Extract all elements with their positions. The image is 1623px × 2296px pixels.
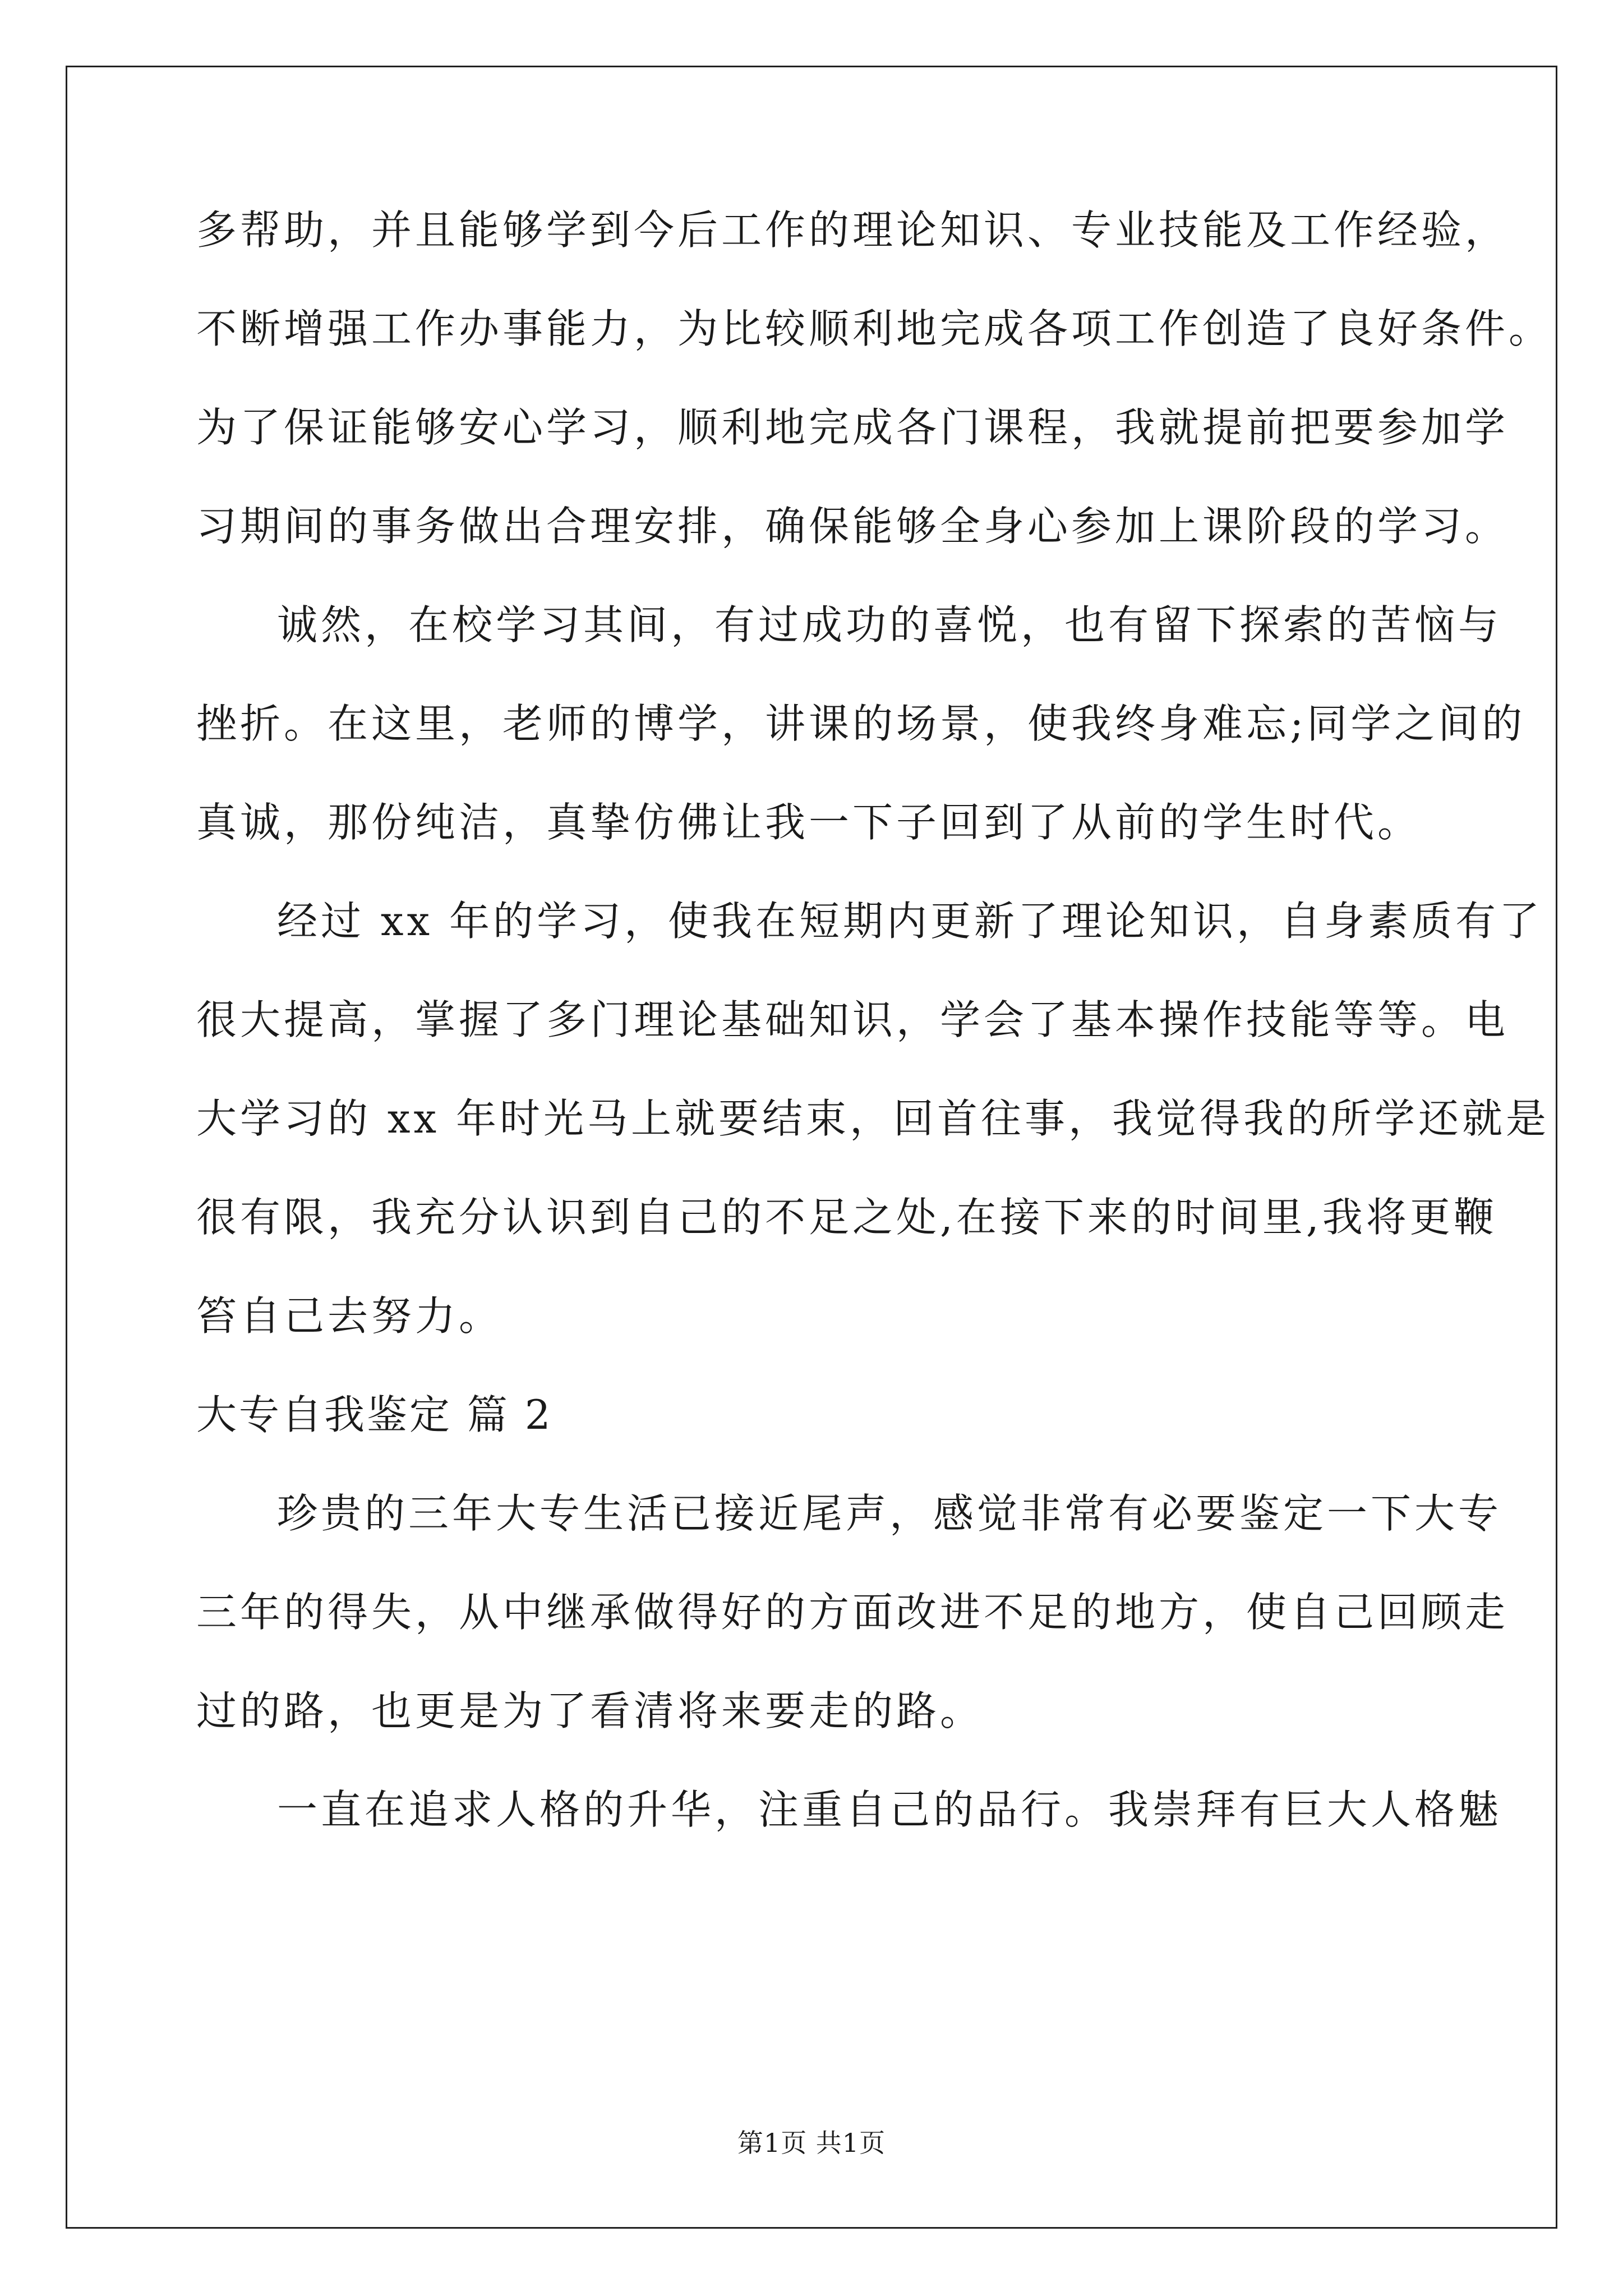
text-line: 过的路，也更是为了看清将来要走的路。 [196,1687,984,1734]
text-line: 为了保证能够安心学习，顺利地完成各门课程，我就提前把要参加学 [196,404,1509,451]
text-line: 很大提高，掌握了多门理论基础知识，学会了基本操作技能等等。电 [196,996,1509,1043]
text-line: 多帮助，并且能够学到今后工作的理论知识、专业技能及工作经验， [196,206,1509,254]
page-footer: 第1页 共1页 [737,2128,886,2158]
text-line: 一直在追求人格的升华，注重自己的品行。我崇拜有巨大人格魅 [277,1786,1502,1833]
text-line: 习期间的事务做出合理安排，确保能够全身心参加上课阶段的学习。 [196,503,1509,550]
text-line: 经过 xx 年的学习，使我在短期内更新了理论知识，自身素质有了 [277,898,1543,945]
text-line: 真诚，那份纯洁，真挚仿佛让我一下子回到了从前的学生时代。 [196,799,1422,846]
text-line: 笞自己去努力。 [196,1292,503,1340]
section-heading: 大专自我鉴定 篇 2 [196,1391,553,1438]
text-line: 很有限，我充分认识到自己的不足之处,在接下来的时间里,我将更鞭 [196,1194,1497,1241]
text-line: 不断增强工作办事能力，为比较顺利地完成各项工作创造了良好条件。 [196,305,1553,352]
text-line: 诚然，在校学习其间，有过成功的喜悦，也有留下探索的苦恼与 [277,601,1502,648]
text-line: 三年的得失，从中继承做得好的方面改进不足的地方，使自己回顾走 [196,1589,1509,1636]
text-line: 挫折。在这里，老师的博学，讲课的场景，使我终身难忘;同学之间的 [196,700,1526,747]
page-border [66,66,1557,2229]
text-line: 珍贵的三年大专生活已接近尾声，感觉非常有必要鉴定一下大专 [277,1490,1502,1537]
text-line: 大学习的 xx 年时光马上就要结束，回首往事，我觉得我的所学还就是 [196,1095,1550,1142]
